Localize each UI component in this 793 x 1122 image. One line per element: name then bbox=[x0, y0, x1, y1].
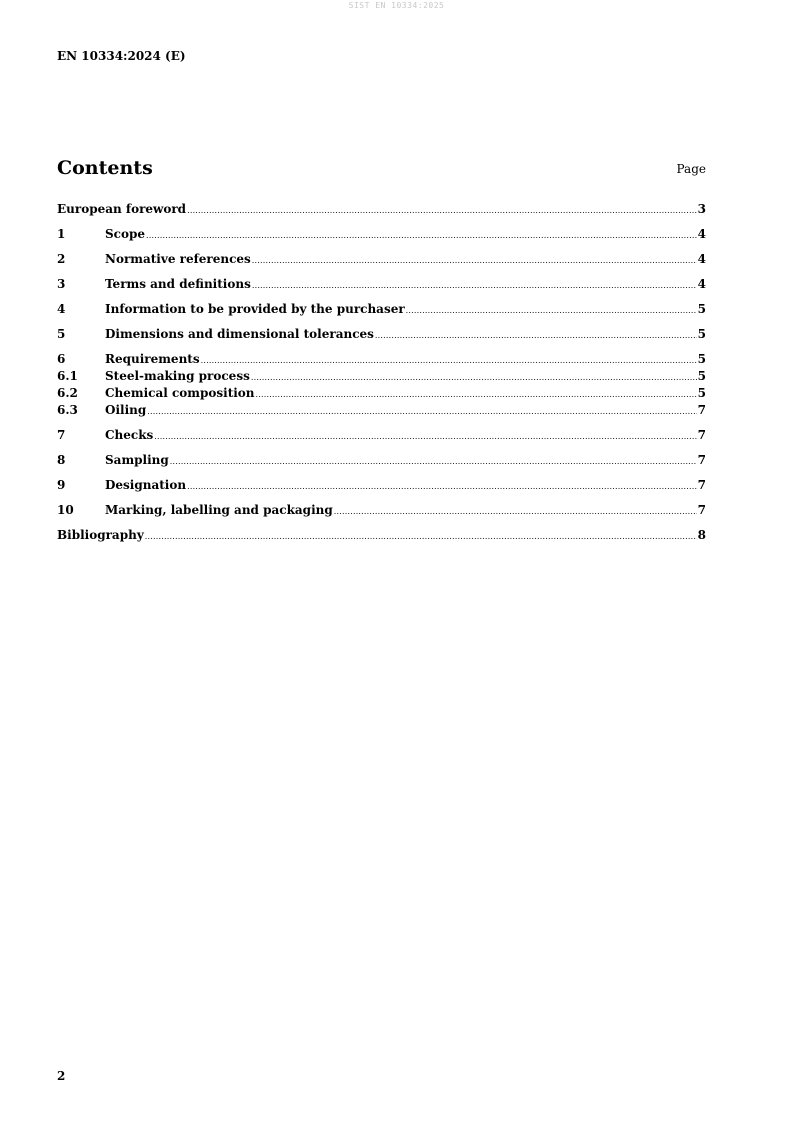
toc-entry-title: Information to be provided by the purchaser bbox=[105, 302, 405, 316]
toc-entry-page: 7 bbox=[697, 403, 706, 417]
toc-entry-number: 5 bbox=[57, 327, 66, 341]
toc-entry-title: European foreword bbox=[57, 202, 187, 216]
toc-dot-leader bbox=[170, 453, 697, 470]
toc-entry-page: 4 bbox=[697, 227, 706, 241]
toc-entry-foreword[interactable] bbox=[57, 201, 706, 218]
toc-entry-title: Chemical composition bbox=[105, 386, 255, 400]
toc-entry-page: 5 bbox=[697, 302, 706, 316]
toc-dot-leader bbox=[147, 403, 696, 420]
toc-entry-purchaser-information[interactable] bbox=[57, 301, 706, 318]
toc-entry-title: Requirements bbox=[105, 352, 200, 366]
toc-entry-page: 3 bbox=[697, 202, 706, 216]
toc-dot-leader bbox=[145, 528, 697, 545]
toc-entry-steel-making-process[interactable] bbox=[57, 368, 706, 385]
toc-entry-normative-references[interactable] bbox=[57, 251, 706, 268]
toc-entry-title: Checks bbox=[105, 428, 154, 442]
watermark: SIST EN 10334:2025 bbox=[348, 1, 445, 10]
toc-entry-sampling[interactable] bbox=[57, 452, 706, 469]
toc-entry-number: 6.1 bbox=[57, 369, 78, 383]
toc-entry-number: 8 bbox=[57, 453, 66, 467]
toc-entry-page: 4 bbox=[697, 277, 706, 291]
toc-dot-leader bbox=[252, 252, 697, 269]
toc-entry-bibliography[interactable] bbox=[57, 527, 706, 544]
toc-entry-page: 8 bbox=[697, 528, 706, 542]
toc-entry-page: 7 bbox=[697, 503, 706, 517]
toc-entry-title: Oiling bbox=[105, 403, 147, 417]
toc-entry-page: 5 bbox=[697, 327, 706, 341]
toc-entry-number: 10 bbox=[57, 503, 74, 517]
toc-entry-title: Dimensions and dimensional tolerances bbox=[105, 327, 374, 341]
toc-entry-scope[interactable] bbox=[57, 226, 706, 243]
toc-dot-leader bbox=[187, 202, 697, 219]
toc-dot-leader bbox=[154, 428, 696, 445]
toc-entry-page: 7 bbox=[697, 478, 706, 492]
toc-entry-chemical-composition[interactable] bbox=[57, 385, 706, 402]
toc-entry-number: 1 bbox=[57, 227, 66, 241]
toc-dot-leader bbox=[256, 386, 697, 403]
toc-entry-title: Scope bbox=[105, 227, 146, 241]
toc-entry-page: 5 bbox=[697, 369, 706, 383]
toc-dot-leader bbox=[375, 327, 697, 344]
toc-entry-title: Steel-making process bbox=[105, 369, 250, 383]
contents-heading: Contents bbox=[57, 157, 153, 179]
toc-entry-page: 7 bbox=[697, 428, 706, 442]
page-number: 2 bbox=[57, 1069, 66, 1083]
toc-entry-title: Sampling bbox=[105, 453, 169, 467]
toc-entry-number: 6 bbox=[57, 352, 66, 366]
toc-entry-marking-labelling-packaging[interactable] bbox=[57, 502, 706, 519]
toc-entry-title: Bibliography bbox=[57, 528, 144, 542]
toc-entry-oiling[interactable] bbox=[57, 402, 706, 419]
toc-entry-designation[interactable] bbox=[57, 477, 706, 494]
toc-dot-leader bbox=[406, 302, 697, 319]
toc-entry-checks[interactable] bbox=[57, 427, 706, 444]
toc-entry-number: 7 bbox=[57, 428, 66, 442]
document-id-header: EN 10334:2024 (E) bbox=[57, 49, 186, 63]
toc-entry-terms-and-definitions[interactable] bbox=[57, 276, 706, 293]
toc-entry-page: 7 bbox=[697, 453, 706, 467]
toc-entry-number: 9 bbox=[57, 478, 66, 492]
toc-dot-leader bbox=[146, 227, 697, 244]
toc-dot-leader bbox=[334, 503, 697, 520]
toc-entry-title: Marking, labelling and packaging bbox=[105, 503, 333, 517]
toc-entry-number: 3 bbox=[57, 277, 66, 291]
toc-entry-number: 6.3 bbox=[57, 403, 78, 417]
toc-dot-leader bbox=[187, 478, 697, 495]
toc-dot-leader bbox=[251, 369, 697, 386]
toc-entry-title: Normative references bbox=[105, 252, 251, 266]
toc-entry-title: Terms and definitions bbox=[105, 277, 251, 291]
toc-entry-page: 5 bbox=[697, 352, 706, 366]
toc-entry-page: 4 bbox=[697, 252, 706, 266]
toc-entry-page: 5 bbox=[697, 386, 706, 400]
toc-dot-leader bbox=[252, 277, 697, 294]
toc-entry-number: 2 bbox=[57, 252, 66, 266]
toc-entry-number: 4 bbox=[57, 302, 66, 316]
table-of-contents bbox=[57, 201, 706, 544]
toc-entry-dimensions[interactable] bbox=[57, 326, 706, 343]
toc-entry-title: Designation bbox=[105, 478, 187, 492]
toc-entry-requirements[interactable] bbox=[57, 351, 706, 368]
toc-dot-leader bbox=[201, 352, 697, 369]
toc-entry-number: 6.2 bbox=[57, 386, 78, 400]
page-column-label: Page bbox=[676, 162, 706, 176]
